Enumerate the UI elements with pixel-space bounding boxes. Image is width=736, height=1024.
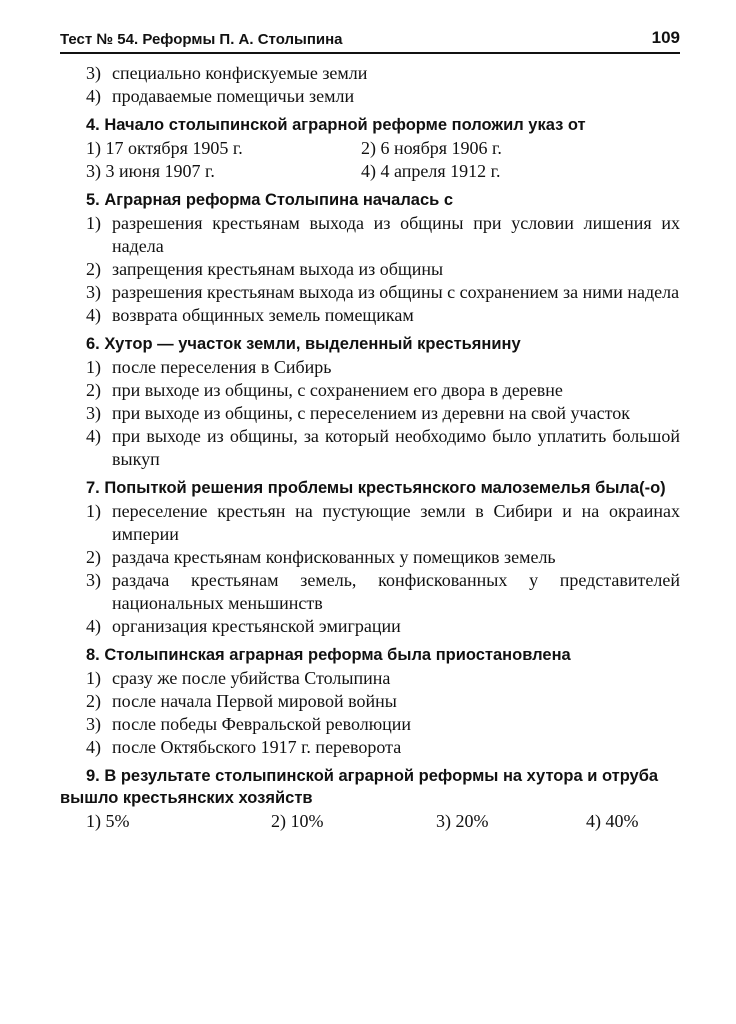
- list-item: 3) при выходе из общины, с переселением из деревни на свой участок: [86, 403, 630, 423]
- page-header: [60, 28, 680, 54]
- list-item: 4) продаваемые помещичьи земли: [86, 86, 355, 106]
- list-item: 3) раздача крестьянам земель, конфискованных у представителей национальных меньшинств: [86, 570, 680, 613]
- option: 4) 4 апреля 1912 г.: [361, 161, 501, 181]
- document-page: [60, 28, 680, 833]
- question-5-options: [60, 212, 680, 327]
- list-item: 2) раздача крестьянам конфискованных у помещиков земель: [86, 547, 556, 567]
- question-9-title: 9. В результате столыпинской аграрной реформы на хутора и отруба вышло крестьянских хозяйств: [60, 767, 659, 807]
- page-header-title: Тест № 54. Реформы П. А. Столыпина: [60, 31, 343, 48]
- question-7-title: 7. Попыткой решения проблемы крестьянского малоземелья была(-о): [86, 479, 666, 497]
- question-6-options: [60, 356, 680, 471]
- list-item: 2) запрещения крестьянам выхода из общины: [86, 259, 444, 279]
- list-item: 1) сразу же после убийства Столыпина: [86, 668, 391, 688]
- list-item: 3) специально конфискуемые земли: [86, 63, 368, 83]
- list-item: 3) разрешения крестьянам выхода из общины с сохранением за ними надела: [86, 282, 680, 302]
- list-item: 4) организация крестьянской эмиграции: [86, 616, 401, 636]
- question-4-title: 4. Начало столыпинской аграрной реформе положил указ от: [86, 116, 586, 134]
- continued-options: [60, 62, 680, 108]
- list-item: 2) при выходе из общины, с сохранением его двора в деревне: [86, 380, 563, 400]
- list-item: 4) при выходе из общины, за который необходимо было уплатить большой выкуп: [86, 426, 680, 469]
- question-8-options: [60, 667, 680, 759]
- option: 2) 10%: [271, 811, 324, 831]
- list-item: 2) после начала Первой мировой войны: [86, 691, 397, 711]
- list-item: 1) переселение крестьян на пустующие земли в Сибири и на окраинах империи: [86, 501, 680, 544]
- list-item: 4) возврата общинных земель помещикам: [86, 305, 414, 325]
- question-4-options: [60, 137, 680, 183]
- list-item: 1) разрешения крестьянам выхода из общины при условии лишения их надела: [86, 213, 680, 256]
- option: 1) 17 октября 1905 г.: [86, 138, 243, 158]
- list-item: 1) после переселения в Сибирь: [86, 357, 332, 377]
- list-item: 3) после победы Февральской революции: [86, 714, 412, 734]
- option: 3) 20%: [436, 811, 489, 831]
- question-9-options: [60, 810, 680, 833]
- question-8-title: 8. Столыпинская аграрная реформа была приостановлена: [86, 646, 571, 664]
- question-6-title: 6. Хутор — участок земли, выделенный крестьянину: [86, 335, 521, 353]
- option: 1) 5%: [86, 811, 130, 831]
- question-5-title: 5. Аграрная реформа Столыпина началась с: [86, 191, 454, 209]
- option: 4) 40%: [586, 811, 639, 831]
- option: 3) 3 июня 1907 г.: [86, 161, 215, 181]
- question-7-options: [60, 500, 680, 638]
- list-item: 4) после Октябьского 1917 г. переворота: [86, 737, 402, 757]
- page-number: 109: [651, 28, 680, 47]
- option: 2) 6 ноября 1906 г.: [361, 138, 502, 158]
